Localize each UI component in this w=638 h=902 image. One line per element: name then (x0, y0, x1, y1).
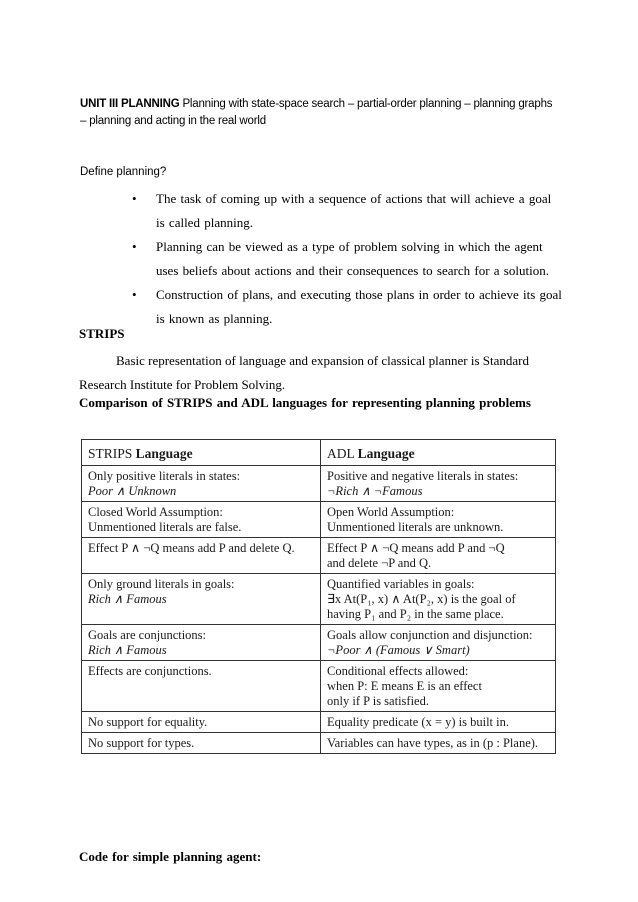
strips-col-label: STRIPS (88, 446, 133, 461)
cell-line: Only ground literals in goals: (88, 577, 235, 591)
adl-cell (321, 466, 556, 502)
bullet-item (132, 235, 562, 283)
strips-col-language: Language (135, 446, 193, 461)
bullet-item (132, 283, 562, 331)
cell-line: Quantified variables in goals: (327, 577, 475, 591)
cell-line: Effect P ∧ ¬Q means add P and ¬Q (327, 541, 505, 555)
strips-text-line: Basic representation of language and expansion of classical planner is Standard (116, 353, 529, 368)
bullet-text: The task of coming up with a sequence of actions that will achieve a goal is called planning. (156, 191, 552, 230)
table-row (82, 625, 556, 661)
code-heading: Code for simple planning agent: (79, 849, 262, 864)
adl-cell (321, 712, 556, 733)
comparison-heading: Comparison of STRIPS and ADL languages for representing planning problems (79, 395, 531, 410)
table-row (82, 712, 556, 733)
adl-cell (321, 661, 556, 712)
cell-line: Only positive literals in states: (88, 469, 241, 483)
cell-line: having P₁ and P₂ in the same place. (327, 607, 504, 621)
cell-line: Conditional effects allowed: (327, 664, 469, 678)
adl-cell (321, 733, 556, 754)
cell-line: Unmentioned literals are unknown. (327, 520, 504, 534)
cell-line: ∃x At(P₁, x) ∧ At(P₂, x) is the goal of (327, 592, 516, 606)
strips-cell (82, 733, 321, 754)
adl-cell (321, 574, 556, 625)
cell-line: Unmentioned literals are false. (88, 520, 242, 534)
unit-heading (80, 96, 560, 130)
cell-line: Open World Assumption: (327, 505, 455, 519)
strips-cell (82, 574, 321, 625)
cell-line: ¬Poor ∧ (Famous ∨ Smart) (327, 643, 470, 657)
strips-definition (79, 349, 556, 397)
unit-topics: Planning with state-space search – partial-order planning – planning graphs – planning and acting in the real world (80, 98, 553, 127)
adl-cell (321, 538, 556, 574)
cell-line: Equality predicate (x = y) is built in. (327, 715, 510, 729)
cell-line: Variables can have types, as in (p : Plane). (327, 736, 539, 750)
cell-line: ¬Rich ∧ ¬Famous (327, 484, 423, 498)
adl-col-language: Language (357, 446, 415, 461)
cell-line: Goals are conjunctions: (88, 628, 207, 642)
table-row (82, 538, 556, 574)
bullet-text: Planning can be viewed as a type of problem solving in which the agent uses beliefs about actions and their consequences to search for a solution. (156, 239, 549, 278)
cell-line: and delete ¬P and Q. (327, 556, 432, 570)
strips-cell (82, 661, 321, 712)
adl-col-label: ADL (327, 446, 355, 461)
strips-column-header (82, 440, 321, 466)
cell-line: Closed World Assumption: (88, 505, 223, 519)
strips-cell (82, 466, 321, 502)
define-planning-question: Define planning? (80, 166, 167, 178)
cell-line: Poor ∧ Unknown (88, 484, 177, 498)
strips-text-line: Research Institute for Problem Solving. (79, 377, 286, 392)
comparison-table (81, 439, 556, 754)
cell-line: No support for equality. (88, 715, 208, 729)
cell-line: only if P is satisfied. (327, 694, 429, 708)
table-header-row (82, 440, 556, 466)
bullet-item (132, 187, 562, 235)
cell-line: No support for types. (88, 736, 195, 750)
bullet-icon: • (132, 287, 137, 302)
table-row (82, 502, 556, 538)
cell-line: when P: E means E is an effect (327, 679, 482, 693)
adl-column-header (321, 440, 556, 466)
strips-cell (82, 625, 321, 661)
table-row (82, 733, 556, 754)
strips-cell (82, 712, 321, 733)
table-row (82, 661, 556, 712)
cell-line: Effects are conjunctions. (88, 664, 212, 678)
cell-line: Positive and negative literals in states: (327, 469, 519, 483)
cell-line: Effect P ∧ ¬Q means add P and delete Q. (88, 541, 295, 555)
bullet-text: Construction of plans, and executing those plans in order to achieve its goal is known as planning. (156, 287, 562, 326)
table-row (82, 574, 556, 625)
bullet-icon: • (132, 239, 137, 254)
table-row (82, 466, 556, 502)
cell-line: Goals allow conjunction and disjunction: (327, 628, 533, 642)
adl-cell (321, 625, 556, 661)
unit-title: UNIT III PLANNING (80, 98, 180, 110)
strips-cell (82, 502, 321, 538)
strips-heading: STRIPS (79, 326, 125, 341)
bullet-icon: • (132, 191, 137, 206)
strips-cell (82, 538, 321, 574)
cell-line: Rich ∧ Famous (88, 643, 167, 657)
cell-line: Rich ∧ Famous (88, 592, 167, 606)
adl-cell (321, 502, 556, 538)
